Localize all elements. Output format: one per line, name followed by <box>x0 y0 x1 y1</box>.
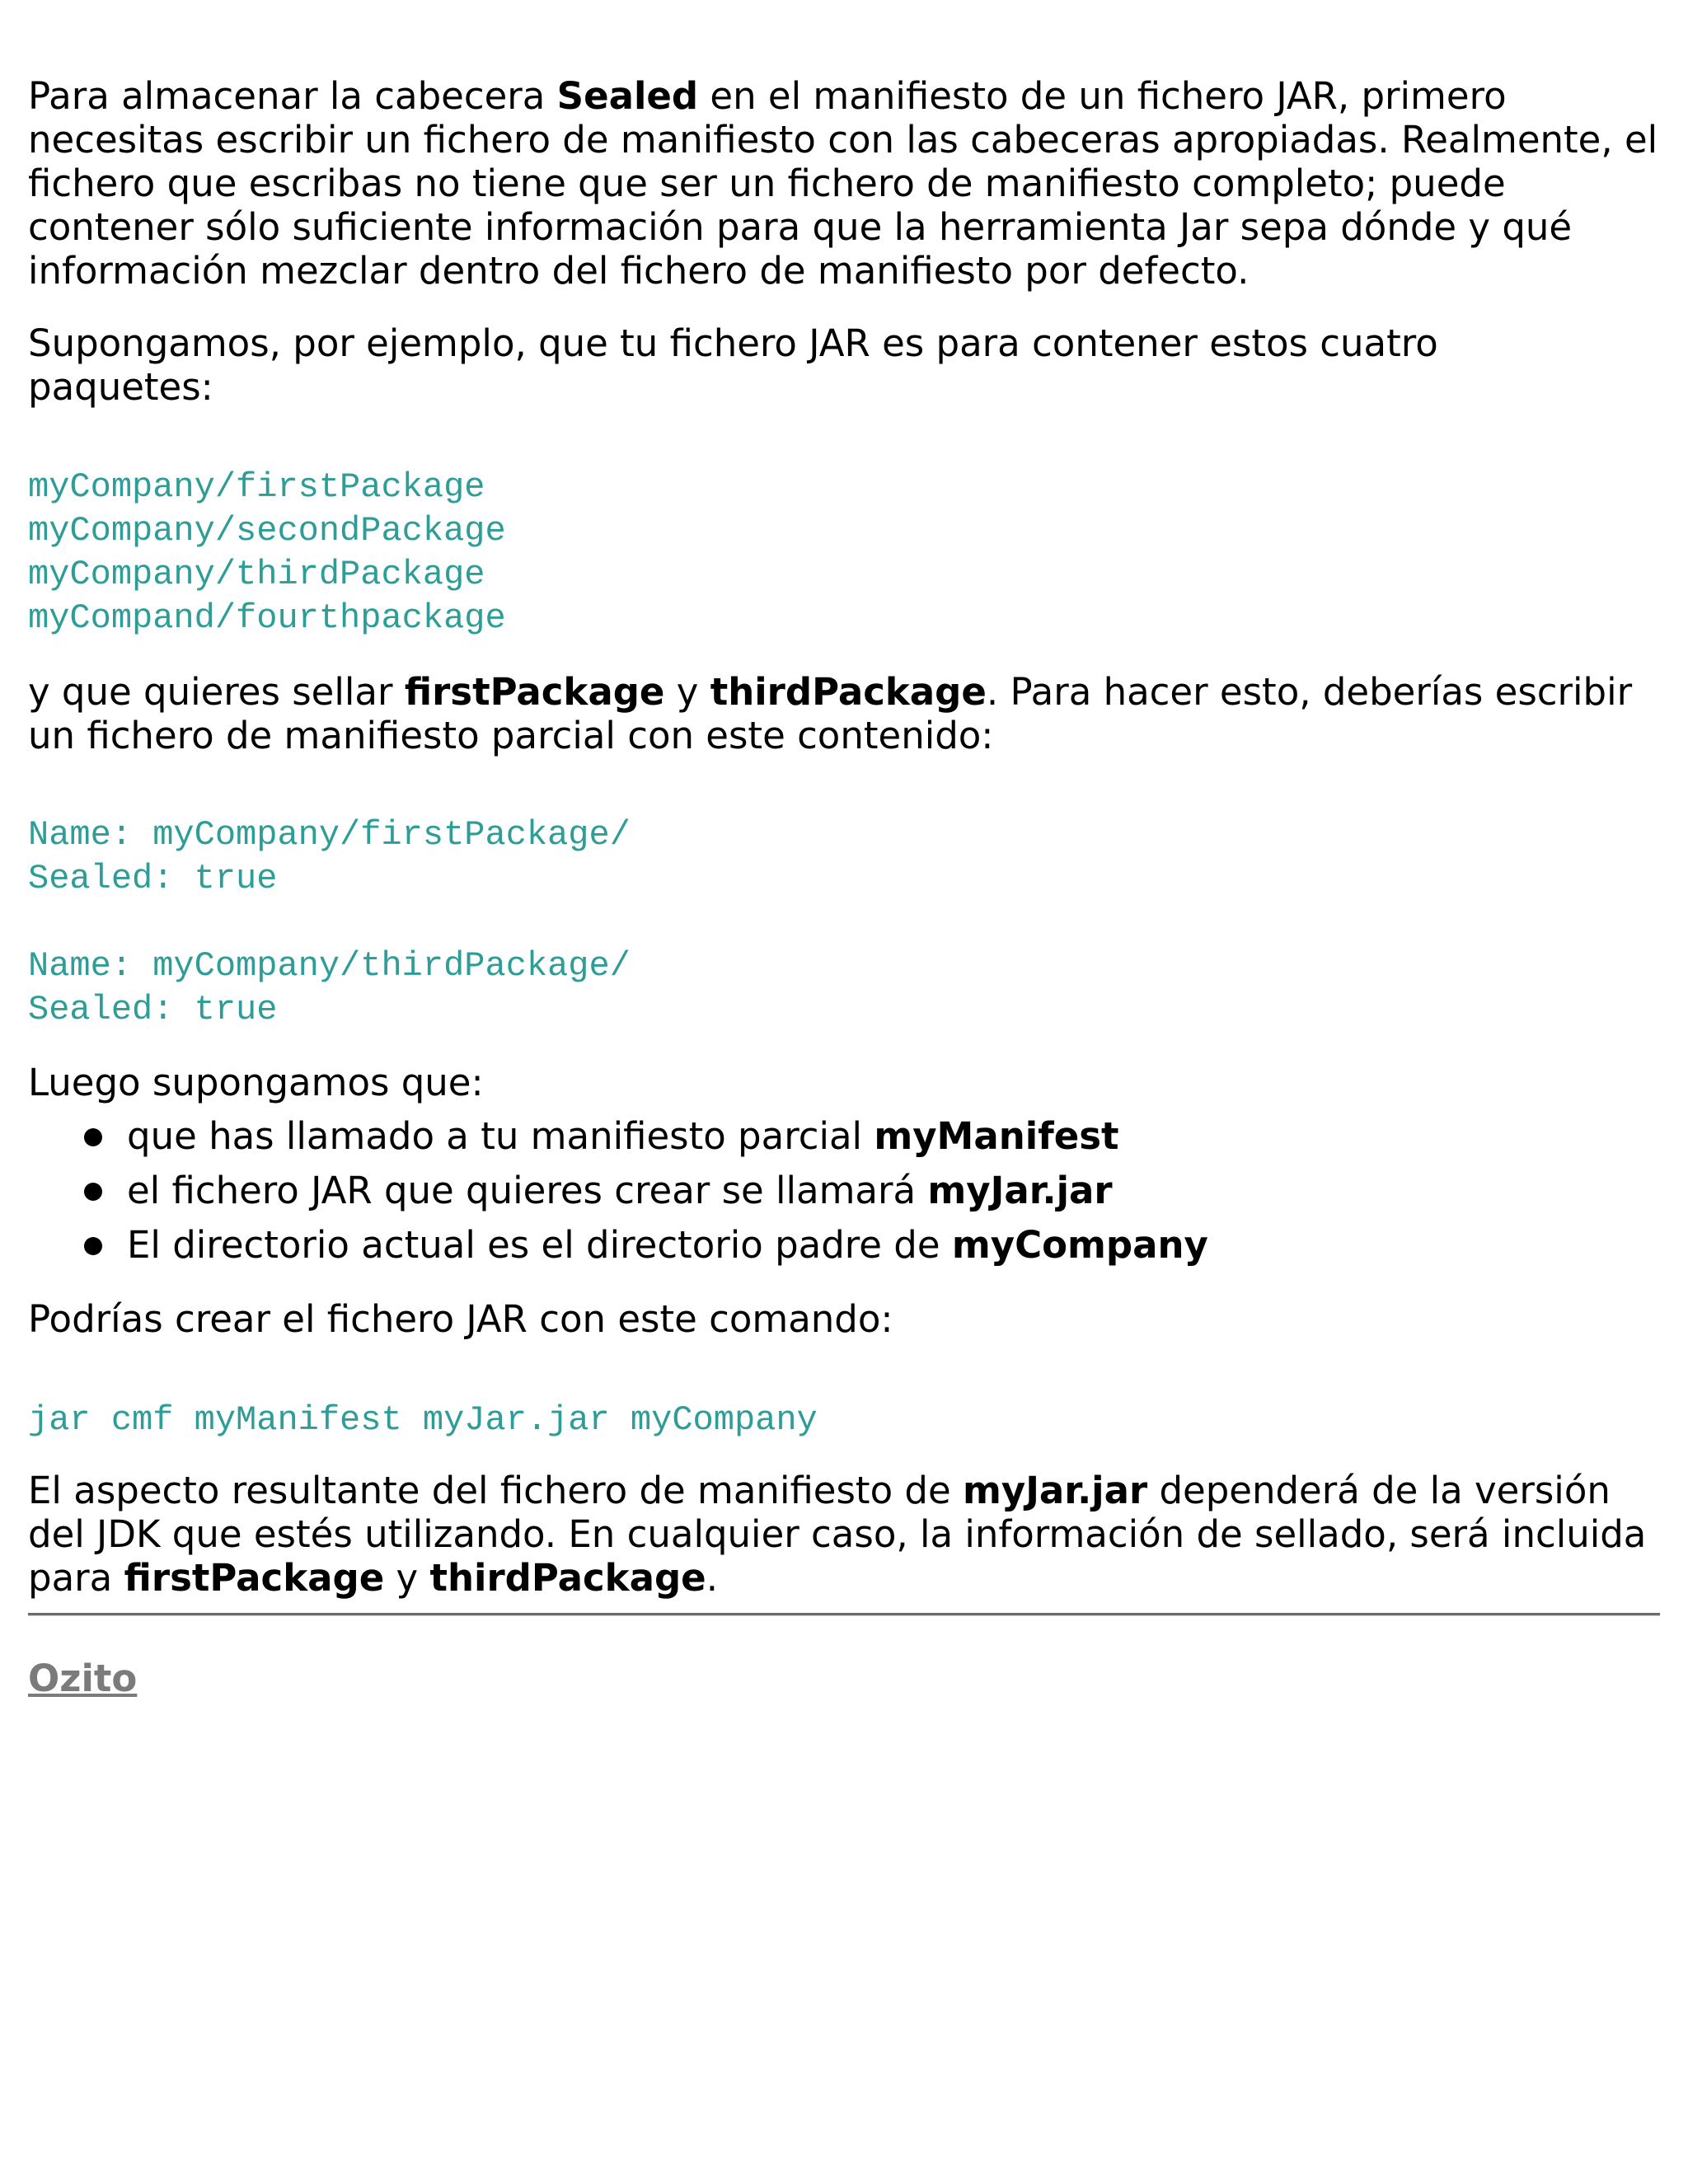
text-run: El directorio actual es el directorio padre de <box>127 1223 952 1267</box>
text-run: en el manifiesto de un fichero JAR, primero necesitas escribir un fichero de manifiesto con las cabeceras apropiadas. Realmente, el fichero que escribas no tiene que ser un fichero de manifiesto completo; puede contener sólo suficiente información para que la herramienta Jar sepa dónde y qué información mezclar dentro del fichero de manifiesto por defecto. <box>28 74 1658 293</box>
bold-term: Sealed <box>556 74 699 118</box>
code-line: Sealed: true <box>28 859 278 898</box>
bold-term: myJar.jar <box>927 1169 1113 1212</box>
packages-code-block <box>28 466 506 640</box>
code-line: jar cmf myManifest myJar.jar myCompany <box>28 1400 818 1440</box>
bold-term: thirdPackage <box>429 1556 706 1600</box>
text-run: El aspecto resultante del fichero de manifiesto de <box>28 1469 963 1512</box>
result-paragraph <box>28 1469 1660 1600</box>
text-run: . <box>706 1556 718 1600</box>
seal-paragraph <box>28 670 1660 757</box>
code-line: myCompany/thirdPackage <box>28 555 485 594</box>
code-line: Name: myCompany/firstPackage/ <box>28 815 631 855</box>
code-line <box>28 901 631 944</box>
text-run: y <box>384 1556 430 1600</box>
horizontal-divider <box>28 1613 1660 1616</box>
text-run: el fichero JAR que quieres crear se llamará <box>127 1169 928 1212</box>
code-line: myCompand/fourthpackage <box>28 598 506 638</box>
bullet-icon <box>84 1237 102 1255</box>
bullet-icon <box>84 1128 102 1146</box>
manifest-code-block <box>28 813 631 1032</box>
bold-term: myCompany <box>951 1223 1208 1267</box>
text-run: . Para hacer esto, deberías escribir un fichero de manifiesto parcial con este contenido: <box>28 670 1633 757</box>
text-run: que has llamado a tu manifiesto parcial <box>127 1114 874 1158</box>
assumptions-list <box>28 1109 1660 1272</box>
assume-intro: Luego supongamos que: <box>28 1061 484 1104</box>
code-line: Sealed: true <box>28 990 278 1029</box>
text-run: y <box>664 670 710 714</box>
text-run: dependerá de la versión del JDK que estés utilizando. En cualquier caso, la información de sellado, será incluida para <box>28 1469 1647 1600</box>
list-item <box>28 1109 1660 1164</box>
bullet-icon <box>84 1183 102 1201</box>
code-line: myCompany/firstPackage <box>28 467 485 507</box>
bold-term: myJar.jar <box>962 1469 1148 1512</box>
ozito-link[interactable]: Ozito <box>28 1657 138 1700</box>
intro-paragraph <box>28 74 1660 293</box>
bold-term: thirdPackage <box>710 670 987 714</box>
text-run: Para almacenar la cabecera <box>28 74 557 118</box>
code-line: Name: myCompany/thirdPackage/ <box>28 946 631 986</box>
bold-term: firstPackage <box>404 670 665 714</box>
command-code-block <box>28 1399 818 1442</box>
bold-term: myManifest <box>874 1114 1119 1158</box>
command-intro: Podrías crear el fichero JAR con este comando: <box>28 1297 893 1341</box>
bold-term: firstPackage <box>124 1556 385 1600</box>
list-item <box>28 1218 1660 1272</box>
list-item <box>28 1164 1660 1218</box>
text-run: y que quieres sellar <box>28 670 405 714</box>
code-line: myCompany/secondPackage <box>28 511 506 551</box>
packages-intro-paragraph: Supongamos, por ejemplo, que tu fichero JAR es para contener estos cuatro paquetes: <box>28 321 1438 409</box>
